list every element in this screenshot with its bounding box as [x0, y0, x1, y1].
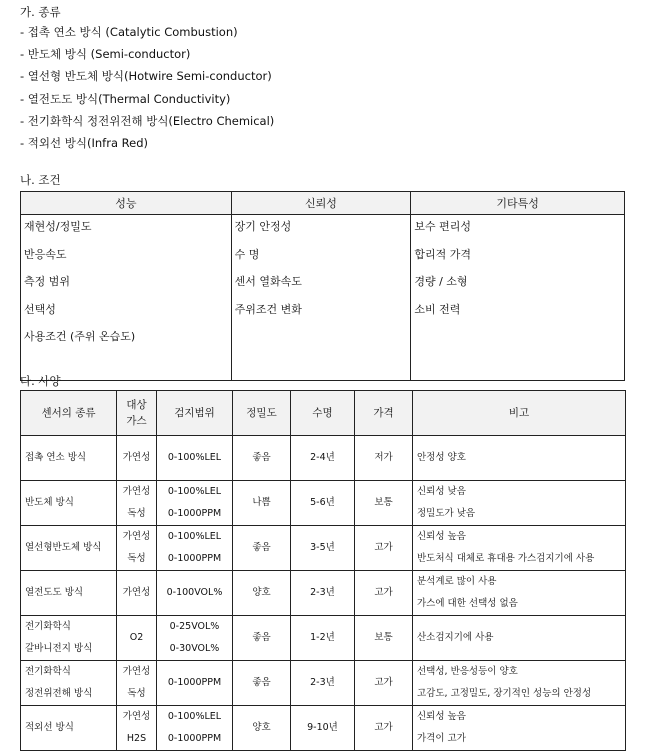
- cell-line: 좋음: [252, 542, 271, 553]
- spec-table: [20, 390, 626, 751]
- cell-line: 적외선 방식: [25, 722, 74, 733]
- table-row: [21, 706, 626, 751]
- cell-line: 고가: [374, 542, 393, 553]
- table-row: [21, 481, 626, 526]
- cell-price: [355, 571, 413, 616]
- cell-line: 좋음: [252, 632, 271, 643]
- list-item: 보수 편리성: [414, 220, 471, 233]
- cell-life: [291, 706, 355, 751]
- cell-line: 보통: [374, 497, 393, 508]
- cell-line: 0-1000PPM: [167, 677, 222, 688]
- cell-precision: [233, 661, 291, 706]
- cell-line: 전기화학식: [25, 621, 71, 632]
- cell-note: [413, 436, 626, 481]
- list-item: 경량 / 소형: [414, 275, 468, 288]
- cell-precision: [233, 616, 291, 661]
- cell-type: [21, 481, 117, 526]
- header-performance: 성능: [21, 192, 232, 215]
- cell-note: [413, 661, 626, 706]
- cell-line: 분석계로 많이 사용: [417, 576, 497, 587]
- cell-gas: [117, 481, 157, 526]
- cell-type: [21, 526, 117, 571]
- cell-range: [157, 706, 233, 751]
- list-item: 측정 범위: [24, 275, 71, 288]
- table-row: [21, 526, 626, 571]
- header-note: 비고: [413, 391, 626, 436]
- cell-price: [355, 616, 413, 661]
- cell-life: [291, 436, 355, 481]
- section-c-title: 다. 사양: [20, 374, 61, 388]
- cell-line: 0-100%LEL: [167, 452, 222, 463]
- cell-line: 가스에 대한 선택성 없음: [417, 598, 518, 609]
- table-row: [21, 661, 626, 706]
- cell-line: 정전위전해 방식: [25, 688, 93, 699]
- header-reliability: 신뢰성: [231, 192, 411, 215]
- cell-line: 가격이 고가: [417, 733, 466, 744]
- cell-line: 9-10년: [307, 722, 338, 733]
- cell-line: 갈바니전지 방식: [25, 643, 93, 654]
- cell-line: 신뢰성 높음: [417, 531, 466, 542]
- cell-line: 산소검지기에 사용: [417, 632, 494, 643]
- list-item: 사용조건 (주위 온습도): [24, 330, 136, 343]
- cell-range: [157, 526, 233, 571]
- cell-line: 나쁨: [252, 497, 271, 508]
- cell-line: 0-30VOL%: [169, 643, 220, 654]
- list-item: 센서 열화속도: [234, 275, 302, 288]
- other-cell: [411, 215, 625, 381]
- list-item: - 적외선 방식(Infra Red): [20, 135, 148, 150]
- cell-range: [157, 616, 233, 661]
- table-header-row: [21, 192, 625, 215]
- spec-table-body: [21, 436, 626, 751]
- cell-note: [413, 526, 626, 571]
- table-row: [21, 616, 626, 661]
- header-gas-line1: 대상: [126, 399, 147, 411]
- cell-note: [413, 706, 626, 751]
- cell-precision: [233, 706, 291, 751]
- header-life: 수명: [291, 391, 355, 436]
- list-item: 반응속도: [24, 247, 67, 261]
- cell-line: O2: [129, 632, 144, 643]
- list-item: 수 명: [234, 247, 260, 261]
- cell-line: 양호: [252, 722, 271, 733]
- cell-type: [21, 436, 117, 481]
- list-item: 선택성: [24, 302, 56, 316]
- header-range: 검지범위: [157, 391, 233, 436]
- cell-line: 좋음: [252, 452, 271, 463]
- reliability-cell: [231, 215, 411, 381]
- cell-range: [157, 481, 233, 526]
- cell-line: 가연성: [122, 531, 151, 542]
- cell-line: 고감도, 고정밀도, 장기적인 성능의 안정성: [417, 688, 592, 699]
- cell-range: [157, 661, 233, 706]
- cell-line: 독성: [127, 688, 146, 699]
- table-row: [21, 215, 625, 381]
- cell-price: [355, 706, 413, 751]
- cell-line: 0-1000PPM: [167, 553, 222, 564]
- cell-life: [291, 571, 355, 616]
- cell-note: [413, 616, 626, 661]
- cell-line: 0-100%LEL: [167, 486, 222, 497]
- cell-line: 가연성: [122, 666, 151, 677]
- cell-line: 좋음: [252, 677, 271, 688]
- cell-line: 열선형반도체 방식: [25, 542, 102, 553]
- cell-line: 0-100%LEL: [167, 531, 222, 542]
- cell-line: 가연성: [122, 587, 151, 598]
- list-item: - 열전도도 방식(Thermal Conductivity): [20, 91, 231, 106]
- cell-line: 반도체 방식: [25, 497, 74, 508]
- list-item: 장기 안정성: [234, 220, 292, 233]
- cell-line: 2-4년: [310, 452, 335, 463]
- header-precision: 정밀도: [233, 391, 291, 436]
- cell-line: 신뢰성 높음: [417, 711, 466, 722]
- cell-gas: [117, 436, 157, 481]
- cell-line: 0-100%LEL: [167, 711, 222, 722]
- cell-line: 저가: [374, 452, 393, 463]
- section-b-title: 나. 조건: [20, 173, 61, 187]
- cell-price: [355, 526, 413, 571]
- list-item: 주위조건 변화: [234, 302, 302, 316]
- cell-gas: [117, 526, 157, 571]
- cell-line: 고가: [374, 677, 393, 688]
- cell-note: [413, 481, 626, 526]
- cell-gas: [117, 706, 157, 751]
- cell-line: 고가: [374, 587, 393, 598]
- cell-precision: [233, 436, 291, 481]
- list-item: 재현성/정밀도: [24, 220, 92, 233]
- table-header-row: [21, 391, 626, 436]
- cell-price: [355, 481, 413, 526]
- cell-line: 반도처식 대체로 휴대용 가스검지기에 사용: [417, 553, 595, 564]
- list-item: - 전기화학식 정전위전해 방식(Electro Chemical): [20, 113, 275, 128]
- table-row: [21, 436, 626, 481]
- performance-cell: [21, 215, 232, 381]
- cell-life: [291, 616, 355, 661]
- cell-line: 독성: [127, 553, 146, 564]
- header-other: 기타특성: [411, 192, 625, 215]
- list-item: 소비 전력: [414, 302, 461, 316]
- cell-line: 가연성: [122, 452, 151, 463]
- cell-range: [157, 436, 233, 481]
- cell-type: [21, 706, 117, 751]
- cell-gas: [117, 616, 157, 661]
- cell-type: [21, 616, 117, 661]
- cell-line: 가연성: [122, 711, 151, 722]
- cell-line: 0-1000PPM: [167, 733, 222, 744]
- cell-line: 선택성, 반응성등이 양호: [417, 666, 518, 677]
- cell-line: 2-3년: [310, 587, 335, 598]
- header-target-gas: [117, 391, 157, 436]
- cell-note: [413, 571, 626, 616]
- section-a-title: 가. 종류: [20, 5, 61, 19]
- cell-line: H2S: [126, 733, 147, 744]
- cell-line: 접촉 연소 방식: [25, 452, 87, 463]
- cell-line: 신뢰성 낮음: [417, 486, 466, 497]
- cell-price: [355, 661, 413, 706]
- cell-precision: [233, 571, 291, 616]
- header-sensor-type: 센서의 종류: [21, 391, 117, 436]
- cell-line: 2-3년: [310, 677, 335, 688]
- cell-life: [291, 661, 355, 706]
- cell-line: 3-5년: [310, 542, 335, 553]
- list-item: - 반도체 방식 (Semi-conductor): [20, 47, 191, 62]
- cell-line: 가연성: [122, 486, 151, 497]
- cell-line: 0-1000PPM: [167, 508, 222, 519]
- cell-life: [291, 526, 355, 571]
- cell-life: [291, 481, 355, 526]
- cell-line: 보통: [374, 632, 393, 643]
- list-item: 합리적 가격: [414, 247, 471, 261]
- cell-type: [21, 661, 117, 706]
- cell-line: 1-2년: [310, 632, 335, 643]
- cell-line: 양호: [252, 587, 271, 598]
- cell-line: 전기화학식: [25, 666, 71, 677]
- cell-line: 고가: [374, 722, 393, 733]
- sensor-type-list: [20, 25, 274, 158]
- cell-line: 열전도도 방식: [25, 587, 84, 598]
- cell-gas: [117, 661, 157, 706]
- table-row: [21, 571, 626, 616]
- cell-price: [355, 436, 413, 481]
- cell-type: [21, 571, 117, 616]
- cell-precision: [233, 526, 291, 571]
- cell-precision: [233, 481, 291, 526]
- cell-line: 5-6년: [310, 497, 335, 508]
- header-price: 가격: [355, 391, 413, 436]
- list-item: - 열선형 반도체 방식(Hotwire Semi-conductor): [20, 69, 272, 84]
- conditions-table: [20, 191, 625, 381]
- cell-gas: [117, 571, 157, 616]
- cell-line: 0-25VOL%: [169, 621, 220, 632]
- cell-line: 정밀도가 낮음: [417, 508, 476, 519]
- list-item: - 접촉 연소 방식 (Catalytic Combustion): [20, 25, 238, 39]
- cell-range: [157, 571, 233, 616]
- cell-line: 독성: [127, 508, 146, 519]
- cell-line: 안정성 양호: [417, 452, 466, 463]
- header-gas-line2: 가스: [126, 415, 147, 427]
- cell-line: 0-100VOL%: [166, 587, 223, 598]
